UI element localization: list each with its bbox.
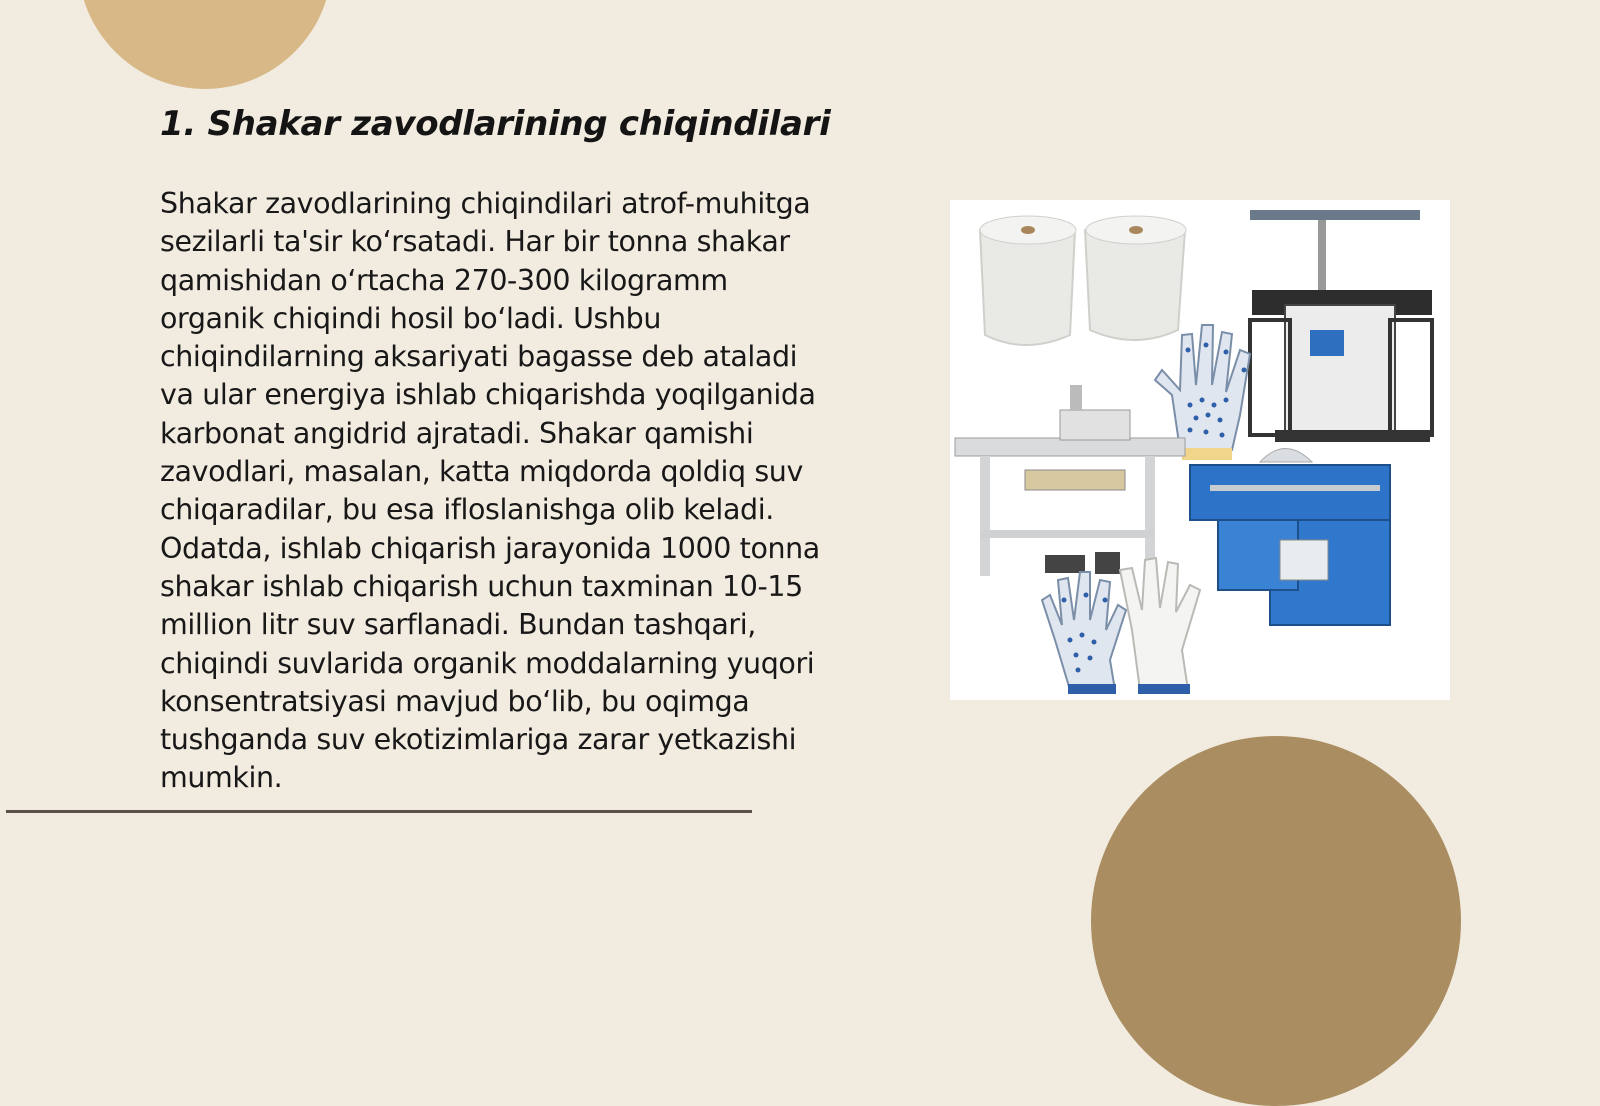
slide-title: 1. Shakar zavodlarining chiqindilari [160, 104, 831, 144]
sewing-machine-icon [955, 385, 1185, 576]
glove-knitting-machine-icon [1250, 210, 1432, 442]
divider-line [6, 810, 752, 813]
blue-machine-icon [1190, 449, 1390, 626]
white-glove-icon [1042, 558, 1200, 694]
product-photo [950, 200, 1450, 700]
product-photo-drawing [950, 200, 1450, 700]
decor-circle-top [78, 0, 332, 89]
decor-circle-bottom [1091, 736, 1461, 1106]
slide-body-text: Shakar zavodlarining chiqindilari atrof-muhitga sezilarli ta'sir ko‘rsatadi. Har bir tonna shakar qamishidan o‘rtacha 270-300 kilogramm organik chiqindi hosil bo‘ladi. Ushbu chiqindilarning aksariyati bagasse deb ataladi va ular energiya ishlab chiqarishda yoqilganida karbonat angidrid ajratadi. Shakar qamishi zavodlari, masalan, katta miqdorda qoldiq suv chiqaradilar, bu esa ifloslanishga olib keladi. Odatda, ishlab chiqarish jarayonida 1000 tonna shakar ishlab chiqarish uchun taxminan 10-15 million litr suv sarflanadi. Bundan tashqari, chiqindi suvlarida organik moddalarning yuqori konsentratsiyasi mavjud bo‘lib, bu oqimga tushganda suv ekotizimlariga zarar yetkazishi mumkin. [160, 187, 820, 795]
yarn-cone-icon [980, 216, 1186, 345]
